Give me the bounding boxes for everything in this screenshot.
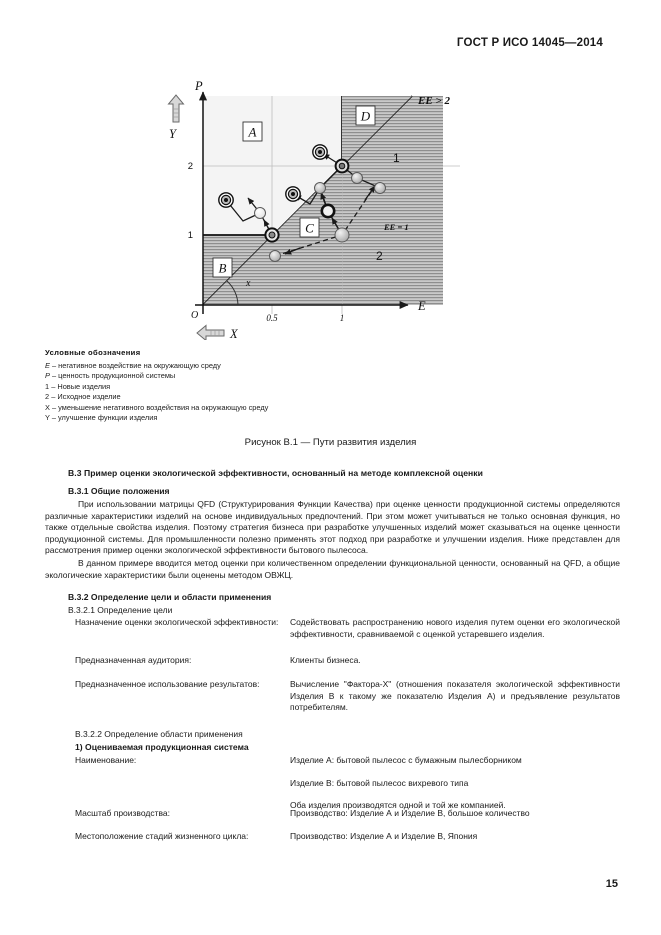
label-ee-eq-1: EE = 1: [384, 222, 409, 232]
paragraph-b31-2: В данном примере вводится метод оценки при количественном определении функциональной ценности, основанный на QFD, а общие экологические характеристики были оценены методом ОВЖЦ.: [45, 558, 620, 580]
page-number: 15: [605, 878, 618, 890]
legend-item: [45, 392, 445, 403]
heading-b322: В.3.2.2 Определение области применения: [75, 729, 243, 739]
node-grey-3: [270, 251, 281, 262]
figure-legend: [45, 348, 445, 424]
figure-b1-svg: [160, 78, 480, 340]
angle-label: x: [246, 278, 251, 289]
definition-value: Вычисление "Фактора-Х" (отношения показателя экологической эффективности Изделия В к такому же показателю Изделия А) и предъявление результатов потребителям.: [290, 679, 620, 713]
paragraph-b31-1: При использовании матрицы QFD (Структурирования Функции Качества) при оценке ценности продукционной системы определяются различные характеристики изделий на основе индивидуальных предпочтений. При этом может учитываться не только основная функция, но также отдельные свойства изделия. Поэтому стратегия бизнеса при разработке улучшенных изделий может сказываться на оценке ценности продукционной системы. Для промышленности полезно применять этот подход при разработке и улучшении изделия. Ниже представлен для рассмотрения пример оценки экологической эффективности бытового пылесоса.: [45, 499, 620, 556]
target-marker-top: [313, 145, 327, 159]
legend-key: P: [45, 371, 50, 381]
target-marker-left: [219, 193, 233, 207]
legend-text: – негативное воздействие на окружающую среду: [52, 360, 221, 370]
svg-text:A: A: [248, 124, 257, 140]
legend-item: [45, 382, 445, 393]
legend-key: 2: [45, 392, 50, 402]
node-grey-1: [352, 173, 363, 184]
definition-value: Производство: Изделие А и Изделие В, Япония: [290, 831, 478, 841]
reduce-x-arrow-icon: [197, 326, 224, 341]
legend-item: [45, 361, 445, 372]
legend-key: E: [45, 360, 50, 370]
svg-text:C: C: [305, 220, 314, 236]
node-bold-ring: [322, 205, 334, 217]
legend-text: – улучшение функции изделия: [51, 413, 158, 423]
tick-y-2: 2: [187, 161, 193, 172]
legend-key: Y: [45, 413, 50, 423]
definition-label: Предназначенное использование результатов:: [75, 679, 260, 689]
legend-item: [45, 371, 445, 382]
definition-value: Содействовать распространению нового изделия путем оценки его экологической эффективности, сравниваемой с оценкой устаревшего изделия.: [290, 617, 620, 639]
node-grey-4: [315, 183, 326, 194]
improve-y-label: Y: [169, 127, 176, 141]
figure-b1: [160, 78, 480, 338]
svg-text:D: D: [360, 108, 371, 124]
node-white-1: [255, 208, 266, 219]
definition-value: Производство: Изделие А и Изделие В, большое количество: [290, 808, 530, 818]
heading-b32: В.3.2 Определение цели и области применения: [68, 592, 272, 602]
improve-y-arrow-icon: [169, 95, 184, 122]
axis-label-e: E: [418, 299, 426, 313]
definition-value: Изделие А: бытовой пылесос с бумажным пылесборником: [290, 755, 522, 765]
legend-key: X: [45, 402, 50, 412]
heading-b3: В.3 Пример оценки экологической эффективности, основанный на методе комплексной оценки: [68, 468, 483, 478]
definition-label: Местоположение стадий жизненного цикла:: [75, 831, 249, 841]
axis-origin-label: O: [191, 310, 199, 321]
node-grey-2: [375, 183, 386, 194]
legend-key: 1: [45, 381, 50, 391]
legend-text: – Исходное изделие: [51, 392, 121, 402]
tick-x-1: 1: [339, 313, 345, 323]
definition-label: Назначение оценки экологической эффективности:: [75, 617, 279, 627]
target-marker-axis: [265, 228, 278, 241]
node-grey-origin2: [335, 228, 349, 242]
tick-x-05: 0.5: [266, 313, 278, 323]
heading-b321: В.3.2.1 Определение цели: [68, 605, 173, 615]
definition-value-group: [290, 755, 620, 812]
series-label-1: 1: [393, 151, 400, 165]
standard-title-header: ГОСТ Р ИСО 14045—2014: [456, 37, 603, 49]
zone-label-b: [213, 258, 232, 277]
svg-text:B: B: [218, 260, 227, 276]
heading-b31: В.3.1 Общие положения: [68, 486, 170, 496]
zone-label-c: [300, 218, 319, 237]
target-marker-mid: [286, 187, 300, 201]
legend-item: [45, 413, 445, 424]
definition-label: Масштаб производства:: [75, 808, 171, 818]
series-label-2: 2: [376, 249, 383, 263]
heading-b322-sub: 1) Оцениваемая продукционная система: [75, 742, 249, 752]
axis-label-p: P: [195, 79, 203, 93]
definition-label: Наименование:: [75, 755, 137, 765]
label-ee-gt-2: EE > 2: [418, 95, 450, 107]
target-marker-diag: [336, 160, 349, 173]
legend-text: – уменьшение негативного воздействия на окружающую среду: [52, 402, 269, 412]
definition-value: Оба изделия производятся одной и той же компанией.: [290, 800, 506, 811]
definition-value: Изделие В: бытовой пылесос вихревого типа: [290, 777, 469, 788]
tick-y-1: 1: [187, 230, 193, 241]
zone-label-a: [243, 122, 262, 141]
legend-text: – ценность продукционной системы: [52, 371, 176, 381]
figure-caption: Рисунок В.1 — Пути развития изделия: [244, 437, 417, 448]
reduce-x-label: X: [230, 327, 238, 340]
definition-value: Клиенты бизнеса.: [290, 655, 361, 665]
legend-title: Условные обозначения: [45, 348, 141, 357]
legend-item: [45, 403, 445, 414]
zone-label-d: [356, 106, 375, 125]
definition-label: Предназначенная аудитория:: [75, 655, 192, 665]
legend-text: – Новые изделия: [51, 381, 111, 391]
